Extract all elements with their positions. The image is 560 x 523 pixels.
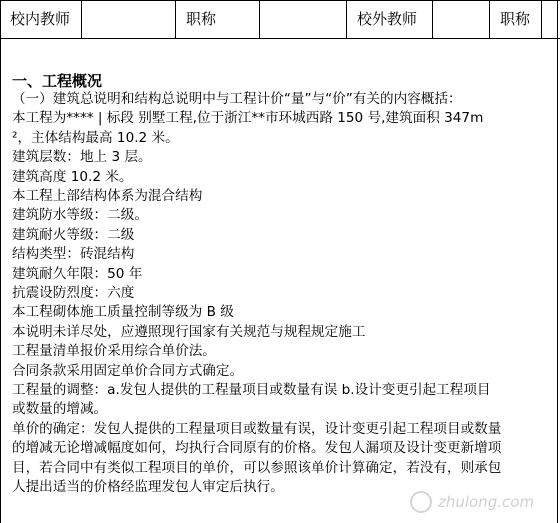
body-line: 本工程为**** | 标段 别墅工程,位于浙江**市环城西路 150 号,建筑面积 347m — [12, 110, 484, 127]
body-line: （一）建筑总说明和结构总说明中与工程计价“量”与“价”有关的内容概括： — [12, 91, 462, 107]
body-line: 的增减无论增减幅度如何，均执行合同原有的价格。发包人漏项及设计变更新增项 — [12, 440, 502, 457]
body-line: 建筑耐火等级：二级 — [12, 226, 135, 243]
body-line: 建筑防水等级：二级。 — [12, 207, 148, 224]
body-line: 人提出适当的价格经监理发包人审定后执行。 — [12, 479, 284, 495]
body-line: 建筑高度 10.2 米。 — [12, 168, 133, 185]
table-top-border — [0, 0, 560, 1]
table-right-border — [557, 0, 558, 523]
body-line: 建筑层数：地上 3 层。 — [12, 149, 152, 166]
header-table — [0, 0, 560, 39]
watermark — [410, 489, 550, 515]
watermark-logo-icon — [410, 491, 432, 513]
watermark-text: zhulong.com — [438, 493, 535, 511]
body-line: 工程量清单报价采用综合单价法。 — [12, 343, 216, 360]
body-line: 单价的确定：发包人提供的工程量项目或数量有误，设计变更引起工程项目或数量 — [12, 420, 502, 437]
header-label: 职称 — [186, 10, 217, 28]
body-line: 本说明未详尽处，应遵照现行国家有关规范与规程规定施工 — [12, 323, 366, 340]
header-cell-internal-name[interactable] — [82, 0, 176, 38]
header-label: 职称 — [500, 10, 531, 28]
body-line: 合同条款采用固定单价合同方式确定。 — [12, 362, 244, 379]
body-line: 本工程砌体施工质量控制等级为 B 级 — [12, 304, 234, 321]
section-title: 一、工程概况 — [12, 72, 103, 90]
table-left-border — [0, 0, 1, 523]
body-line: 抗震设防烈度：六度 — [12, 285, 135, 301]
body-line: 或数量的增减。 — [12, 401, 108, 418]
body-line: 建筑耐久年限：50 年 — [12, 265, 143, 282]
body-line: 结构类型：砖混结构 — [12, 246, 135, 263]
body-line: ²，主体结构最高 10.2 米。 — [12, 129, 179, 146]
body-line: 本工程上部结构体系为混合结构 — [12, 188, 203, 204]
header-cell-internal-teacher — [0, 0, 82, 38]
body-line: 目，若合同中有类似工程项目的单价，可以参照该单价计算确定，若没有，则承包 — [12, 459, 502, 476]
header-cell-external-teacher — [347, 0, 433, 38]
header-cell-external-title — [490, 0, 542, 38]
header-cell-external-name[interactable] — [433, 0, 490, 38]
header-label: 校外教师 — [357, 10, 418, 28]
header-cell-internal-title — [176, 0, 260, 38]
header-label: 校内教师 — [10, 10, 71, 28]
header-cell-internal-title-value[interactable] — [260, 0, 347, 38]
body-line: 工程量的调整：a.发包人提供的工程量项目或数量有误 b.设计变更引起工程项目 — [12, 382, 491, 398]
